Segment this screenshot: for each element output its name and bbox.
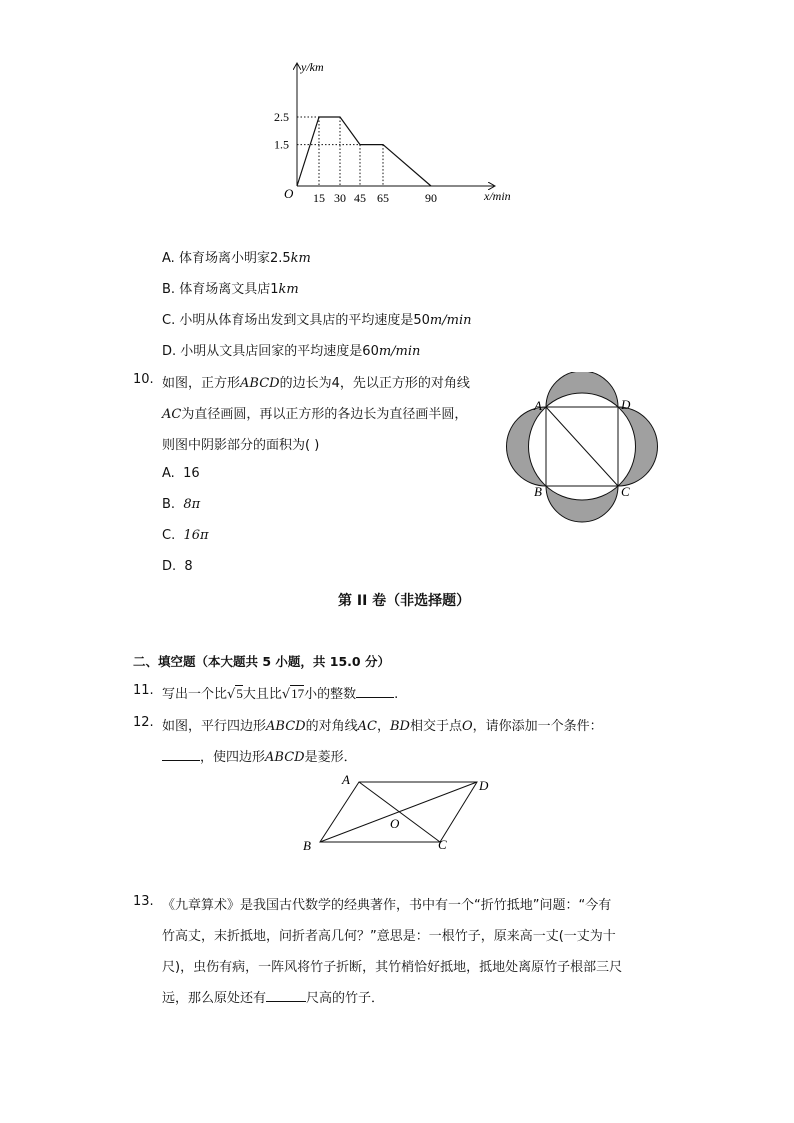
option-letter: B. bbox=[162, 282, 176, 297]
math: AC bbox=[162, 407, 182, 422]
section-2-title: 二、填空题（本大题共 5 小题，共 15.0 分） bbox=[133, 654, 390, 669]
x-tick-label: 90 bbox=[425, 191, 437, 205]
sqrt-sign: √ bbox=[227, 687, 236, 702]
option-letter: C. bbox=[162, 313, 176, 328]
text: . bbox=[394, 687, 399, 702]
option-text: 8π bbox=[183, 497, 201, 512]
x-tick-label: 45 bbox=[354, 191, 366, 205]
option-letter: D. bbox=[162, 344, 177, 359]
q10-option-b[interactable] bbox=[162, 497, 200, 512]
text: 相交于点 bbox=[409, 719, 462, 734]
guide-lines bbox=[297, 117, 383, 186]
q13-number: 13. bbox=[133, 894, 154, 909]
q12-number: 12. bbox=[133, 715, 154, 730]
q13-line-4 bbox=[162, 987, 384, 1006]
x-axis-label: x/min bbox=[484, 189, 511, 203]
option-text: 16 bbox=[183, 466, 200, 481]
radicand: 5 bbox=[236, 686, 243, 701]
q12-line-1 bbox=[162, 715, 603, 734]
math: ABCD bbox=[240, 376, 280, 391]
option-unit: km bbox=[278, 282, 299, 297]
q10-option-a[interactable] bbox=[162, 466, 200, 481]
math: AC bbox=[357, 719, 377, 734]
answer-blank[interactable] bbox=[356, 685, 394, 698]
text: 的边长为4，先以正方形的对角线 bbox=[279, 376, 470, 391]
x-tick-label: 15 bbox=[313, 191, 325, 205]
vertex-label-b: B bbox=[303, 838, 311, 853]
answer-blank[interactable] bbox=[266, 989, 306, 1002]
option-letter: A. bbox=[162, 466, 175, 481]
vertex-label-b: B bbox=[534, 484, 542, 499]
option-letter: D. bbox=[162, 559, 177, 574]
option-unit: m/min bbox=[378, 344, 421, 359]
vertex-label-d: D bbox=[479, 778, 489, 793]
point-label-o: O bbox=[390, 816, 400, 831]
origin-label: O bbox=[284, 186, 294, 201]
x-tick-label: 65 bbox=[377, 191, 389, 205]
parallelogram-figure bbox=[295, 770, 500, 855]
q11-number: 11. bbox=[133, 683, 154, 698]
option-text: 小明从体育场出发到文具店的平均速度是50 bbox=[179, 313, 430, 328]
option-text: 体育场离文具店1 bbox=[179, 282, 279, 297]
text: 是菱形． bbox=[304, 750, 357, 765]
option-text: 体育场离小明家2.5 bbox=[178, 251, 291, 266]
vertex-label-a: A bbox=[534, 398, 542, 413]
q13-line-3: 尺)，虫伤有病，一阵风将竹子折断，其竹梢恰好抵地，抵地处离原竹子根部三尺 bbox=[162, 960, 623, 975]
math: ABCD bbox=[266, 719, 306, 734]
option-unit: km bbox=[290, 251, 311, 266]
square-circle-figure bbox=[505, 372, 660, 524]
q10-line-3: 则图中阴影部分的面积为( ) bbox=[162, 438, 320, 453]
text: 如图，正方形 bbox=[162, 376, 241, 391]
q13-line-1: 《九章算术》是我国古代数学的经典著作，书中有一个“折竹抵地”问题：“今有 bbox=[162, 898, 612, 913]
radicand: 17 bbox=[291, 686, 305, 701]
diagonal-bd bbox=[320, 782, 477, 842]
text: ，请你添加一个条件： bbox=[472, 719, 603, 734]
math: O bbox=[461, 719, 473, 734]
tick-labels bbox=[274, 110, 437, 205]
option-letter: C. bbox=[162, 528, 176, 543]
option-letter: A. bbox=[162, 251, 175, 266]
q9-option-d[interactable] bbox=[162, 340, 420, 359]
x-tick-label: 30 bbox=[334, 191, 346, 205]
part-2-title: 第 II 卷（非选择题） bbox=[338, 593, 471, 609]
text: 大且比 bbox=[242, 687, 282, 702]
q9-option-c[interactable] bbox=[162, 309, 471, 328]
text: ， bbox=[376, 719, 390, 734]
data-line bbox=[297, 117, 431, 186]
q10-option-d[interactable] bbox=[162, 559, 193, 574]
option-text: 8 bbox=[184, 559, 193, 574]
text: 尺高的竹子． bbox=[306, 991, 385, 1006]
vertex-label-c: C bbox=[438, 837, 447, 852]
option-letter: B. bbox=[162, 497, 176, 512]
y-tick-label: 2.5 bbox=[274, 110, 289, 124]
text: 写出一个比 bbox=[162, 687, 228, 702]
answer-blank[interactable] bbox=[162, 748, 200, 761]
math: ABCD bbox=[265, 750, 305, 765]
y-axis-label: y/km bbox=[301, 60, 324, 74]
math: BD bbox=[389, 719, 410, 734]
text: 为直径画圆，再以正方形的各边长为直径画半圆， bbox=[181, 407, 468, 422]
text: 小的整数 bbox=[304, 687, 357, 702]
q13-line-2: 竹高丈，末折抵地，问折者高几何？”意思是：一根竹子，原来高一丈(一丈为十 bbox=[162, 929, 616, 944]
distance-time-graph bbox=[270, 55, 530, 210]
option-text: 小明从文具店回家的平均速度是60 bbox=[180, 344, 379, 359]
q10-number: 10. bbox=[133, 372, 154, 387]
q12-line-2 bbox=[162, 746, 357, 765]
text: ，使四边形 bbox=[200, 750, 266, 765]
vertex-label-c: C bbox=[621, 484, 630, 499]
q11-text bbox=[162, 683, 398, 702]
text: 的对角线 bbox=[305, 719, 358, 734]
q10-line-2 bbox=[162, 403, 467, 422]
sqrt-sign: √ bbox=[281, 687, 291, 702]
option-text: 16π bbox=[183, 528, 209, 543]
q10-line-1 bbox=[162, 372, 470, 391]
q10-option-c[interactable] bbox=[162, 528, 209, 543]
y-tick-label: 1.5 bbox=[274, 137, 289, 152]
q9-option-a[interactable] bbox=[162, 247, 311, 266]
text: 远，那么原处还有 bbox=[162, 991, 267, 1006]
vertex-label-a: A bbox=[342, 772, 350, 787]
option-unit: m/min bbox=[429, 313, 472, 328]
vertex-label-d: D bbox=[621, 397, 631, 412]
q9-option-b[interactable] bbox=[162, 278, 299, 297]
text: 如图，平行四边形 bbox=[162, 719, 267, 734]
